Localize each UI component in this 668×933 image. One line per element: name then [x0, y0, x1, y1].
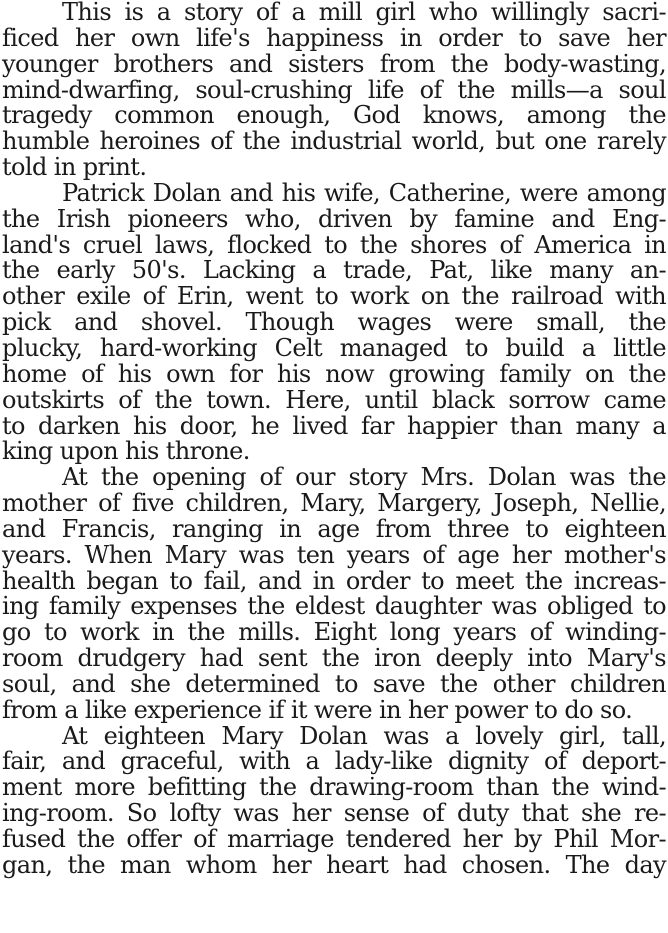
text-line: mother of five children, Mary, Margery, Joseph, Nellie, [2, 489, 666, 518]
text-line: plucky, hard-working Celt managed to build a little [2, 333, 666, 362]
text-line: health began to fail, and in order to meet the increas- [2, 566, 666, 595]
text-line: the Irish pioneers who, driven by famine and Eng- [2, 204, 666, 233]
text-line: ing-room. So lofty was her sense of duty that she re- [2, 799, 666, 828]
text-line: ing family expenses the eldest daughter was obliged to [2, 592, 666, 621]
text-line: from a like experience if it were in her power to do so. [2, 695, 633, 724]
text-line: fair, and graceful, with a lady-like dignity of deport- [2, 747, 666, 776]
text-line: mind-dwarfing, soul-crushing life of the mills—a soul [2, 75, 666, 104]
paragraph-4 [0, 721, 668, 879]
text-line: go to work in the mills. Eight long years of winding- [2, 618, 666, 647]
text-line: to darken his door, he lived far happier than many a [2, 411, 666, 440]
text-line: At the opening of our story Mrs. Dolan was the [62, 463, 666, 492]
text-line: king upon his throne. [2, 437, 250, 466]
text-line: humble heroines of the industrial world, but one rarely [2, 127, 666, 156]
paragraph-3 [0, 465, 668, 723]
text-line: gan, the man whom her heart had chosen. The day [2, 850, 666, 879]
text-line: ment more befitting the drawing-room than the wind- [2, 773, 666, 802]
text-line: the early 50's. Lacking a trade, Pat, like many an- [2, 256, 666, 285]
paragraph-1 [0, 0, 668, 181]
text-line: soul, and she determined to save the other children [2, 669, 666, 698]
text-line: and Francis, ranging in age from three to eighteen [2, 514, 666, 543]
text-line: At eighteen Mary Dolan was a lovely girl, tall, [62, 721, 666, 750]
paragraph-2 [0, 178, 668, 466]
text-line: home of his own for his now growing family on the [2, 359, 666, 388]
text-line: years. When Mary was ten years of age her mother's [2, 540, 666, 569]
text-line: This is a story of a mill girl who willingly sacri- [62, 0, 666, 26]
text-line: Patrick Dolan and his wife, Catherine, were among [62, 178, 666, 207]
text-line: younger brothers and sisters from the body-wasting, [2, 49, 666, 78]
text-line: fused the offer of marriage tendered her by Phil Mor- [2, 825, 666, 853]
text-line: told in print. [2, 153, 147, 182]
text-line: room drudgery had sent the iron deeply into Mary's [2, 644, 666, 673]
text-line: pick and shovel. Though wages were small, the [2, 308, 666, 337]
text-line: ficed her own life's happiness in order to save her [2, 23, 666, 52]
text-line: land's cruel laws, flocked to the shores of America in [2, 230, 666, 259]
text-line: tragedy common enough, God knows, among the [2, 101, 666, 130]
text-line: outskirts of the town. Here, until black sorrow came [2, 385, 666, 414]
text-line: other exile of Erin, went to work on the railroad with [2, 282, 666, 311]
